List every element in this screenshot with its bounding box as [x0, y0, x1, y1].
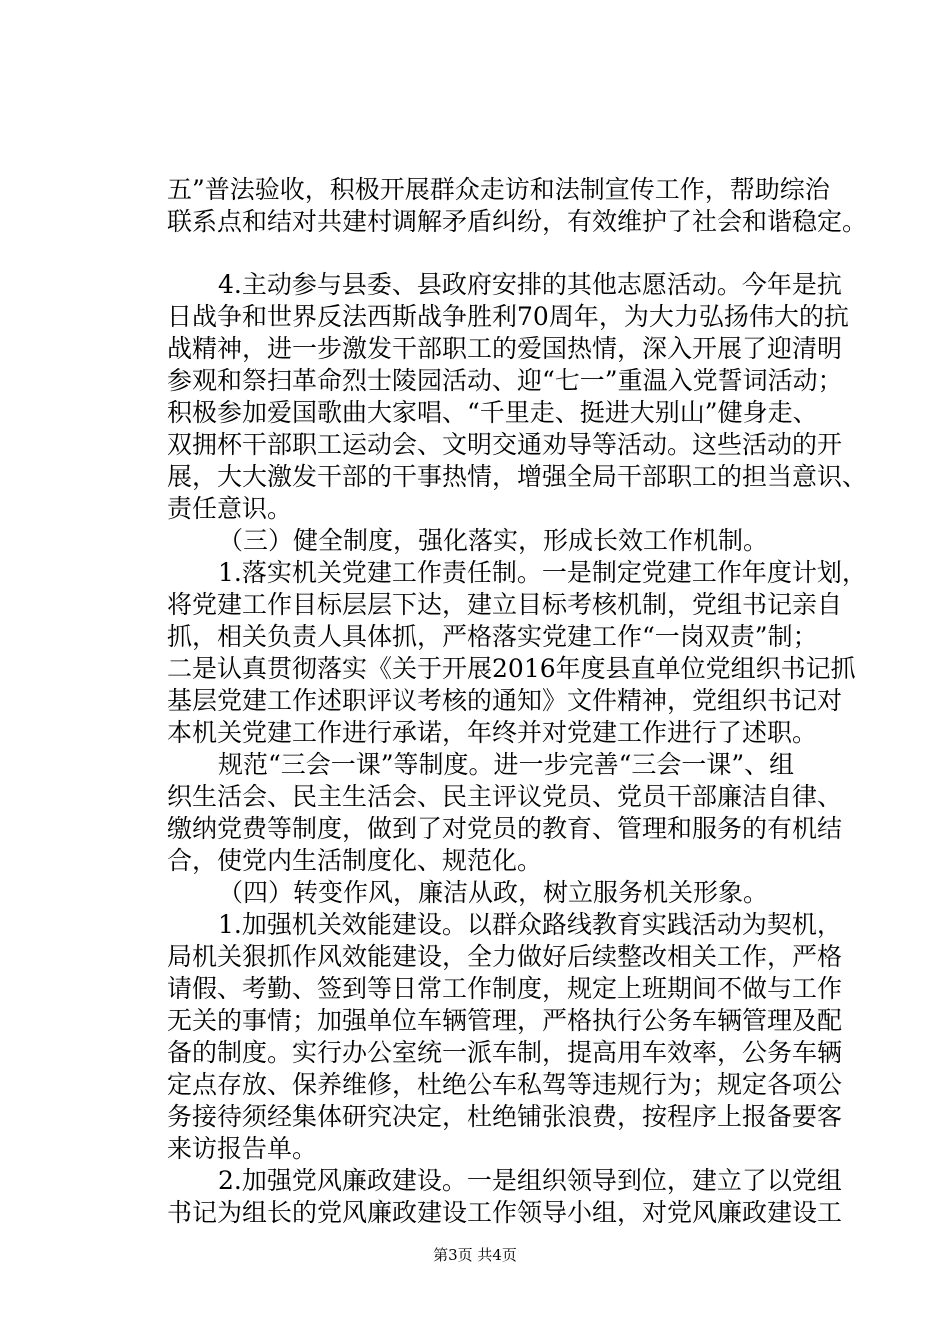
text-line: 将党建工作目标层层下达，建立目标考核机制，党组书记亲自	[167, 590, 843, 619]
text-line: 2.加强党风廉政建设。一是组织领导到位，建立了以党组	[218, 1166, 842, 1195]
text-line: 缴纳党费等制度，做到了对党员的教育、管理和服务的有机结	[167, 814, 843, 843]
text-line: 合，使党内生活制度化、规范化。	[167, 846, 543, 875]
text-line: 4.主动参与县委、县政府安排的其他志愿活动。今年是抗	[218, 270, 842, 299]
text-line: 展，大大激发干部的干事热情，增强全局干部职工的担当意识、	[167, 462, 868, 491]
text-line: 责任意识。	[167, 494, 293, 523]
text-line: 务接待须经集体研究决定，杜绝铺张浪费，按程序上报备要客	[167, 1102, 843, 1131]
text-line: 积极参加爱国歌曲大家唱、“千里走、挺进大别山”健身走、	[167, 398, 818, 427]
text-line: 1.加强机关效能建设。以群众路线教育实践活动为契机，	[218, 910, 842, 939]
page-footer: 第3页 共4页	[433, 1246, 517, 1264]
text-line: 五”普法验收，积极开展群众走访和法制宣传工作，帮助综治	[167, 175, 830, 204]
text-line: 本机关党建工作进行承诺，年终并对党建工作进行了述职。	[167, 718, 818, 747]
text-line: 战精神，进一步激发干部职工的爱国热情，深入开展了迎清明	[167, 334, 843, 363]
text-line: 联系点和结对共建村调解矛盾纠纷，有效维护了社会和谐稳定。	[167, 207, 868, 236]
text-line: 1.落实机关党建工作责任制。一是制定党建工作年度计划，	[218, 558, 867, 587]
text-line: 规范“三会一课”等制度。进一步完善“三会一课”、组	[218, 750, 795, 779]
text-line: 定点存放、保养维修，杜绝公车私驾等违规行为；规定各项公	[167, 1070, 843, 1099]
section-heading: （四）转变作风，廉洁从政，树立服务机关形象。	[218, 878, 769, 907]
text-line: 参观和祭扫革命烈士陵园活动、迎“七一”重温入党誓词活动；	[167, 366, 843, 395]
text-line: 抓，相关负责人具体抓，严格落实党建工作“一岗双责”制；	[167, 622, 818, 651]
text-line: 请假、考勤、签到等日常工作制度，规定上班期间不做与工作	[167, 974, 843, 1003]
text-line: 二是认真贯彻落实《关于开展2016年度县直单位党组织书记抓	[167, 654, 856, 683]
paragraph-gap	[167, 238, 842, 269]
text-line: 来访报告单。	[167, 1134, 318, 1163]
text-line: 书记为组长的党风廉政建设工作领导小组，对党风廉政建设工	[167, 1198, 843, 1227]
text-line: 织生活会、民主生活会、民主评议党员、党员干部廉洁自律、	[167, 782, 843, 811]
document-body	[167, 174, 868, 1229]
text-line: 双拥杯干部职工运动会、文明交通劝导等活动。这些活动的开	[167, 430, 843, 459]
text-line: 无关的事情；加强单位车辆管理，严格执行公务车辆管理及配	[167, 1006, 843, 1035]
text-line: 基层党建工作述职评议考核的通知》文件精神，党组织书记对	[167, 686, 843, 715]
text-line: 备的制度。实行办公室统一派车制，提高用车效率，公务车辆	[167, 1038, 843, 1067]
text-line: 局机关狠抓作风效能建设，全力做好后续整改相关工作，严格	[167, 942, 843, 971]
section-heading: （三）健全制度，强化落实，形成长效工作机制。	[218, 526, 769, 555]
text-line: 日战争和世界反法西斯战争胜利70周年，为大力弘扬伟大的抗	[167, 302, 849, 331]
